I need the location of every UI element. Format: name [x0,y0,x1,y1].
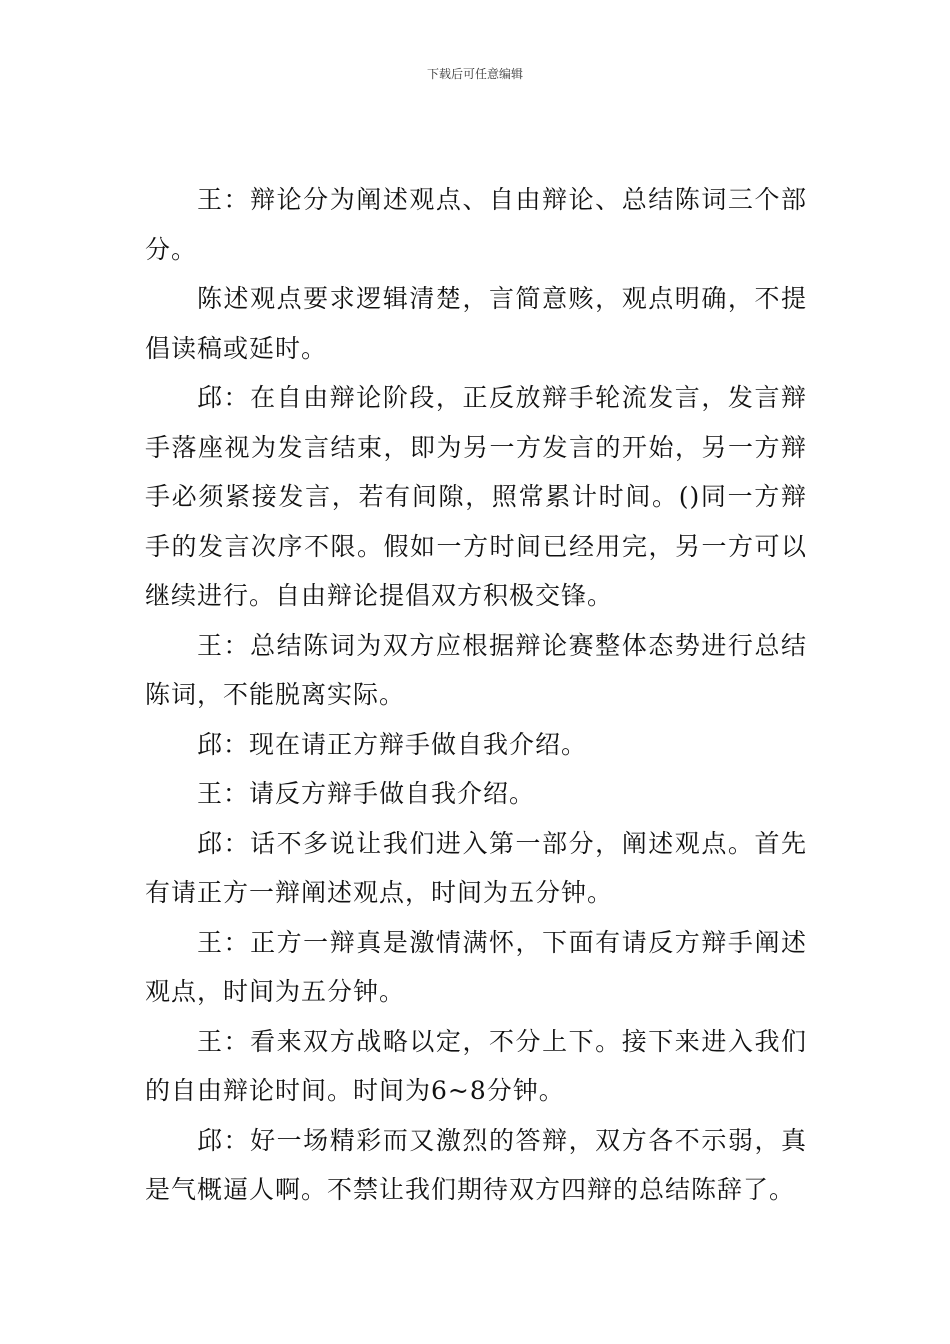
paragraph-5: 邱：现在请正方辩手做自我介绍。 [197,729,588,759]
paragraph-8: 王：正方一辩真是激情满怀，下面有请反方辩手阐述观点，时间为五分钟。 [145,927,807,1006]
paragraph-6: 王：请反方辩手做自我介绍。 [197,779,536,808]
paragraph-7: 邱：话不多说让我们进入第一部分，阐述观点。首先有请正方一辩阐述观点，时间为五分钟。 [145,828,807,907]
paragraph-10: 邱：好一场精彩而又激烈的答辩，双方各不示弱，真是气概逼人啊。不禁让我们期待双方四辩的总结陈辞了。 [145,1125,807,1204]
document-body [145,175,807,1215]
paragraph-1: 王：辩论分为阐述观点、自由辩论、总结陈词三个部分。 [145,185,807,264]
paragraph-9: 王：看来双方战略以定，不分上下。接下来进入我们的自由辩论时间。时间为6~8分钟。 [145,1026,807,1105]
paragraph-3: 邱：在自由辩论阶段，正反放辩手轮流发言，发言辩手落座视为发言结束，即为另一方发言的开始，另一方辩手必须紧接发言，若有间隙，照常累计时间。()同一方辩手的发言次序不限。假如一方时间已经用完，另一方可以继续进行。自由辩论提倡双方积极交锋。 [145,383,807,610]
paragraph-4: 王：总结陈词为双方应根据辩论赛整体态势进行总结陈词，不能脱离实际。 [145,630,807,709]
paragraph-2: 陈述观点要求逻辑清楚，言简意赅，观点明确，不提倡读稿或延时。 [145,284,807,363]
page-header: 下载后可任意编辑 [426,67,523,81]
